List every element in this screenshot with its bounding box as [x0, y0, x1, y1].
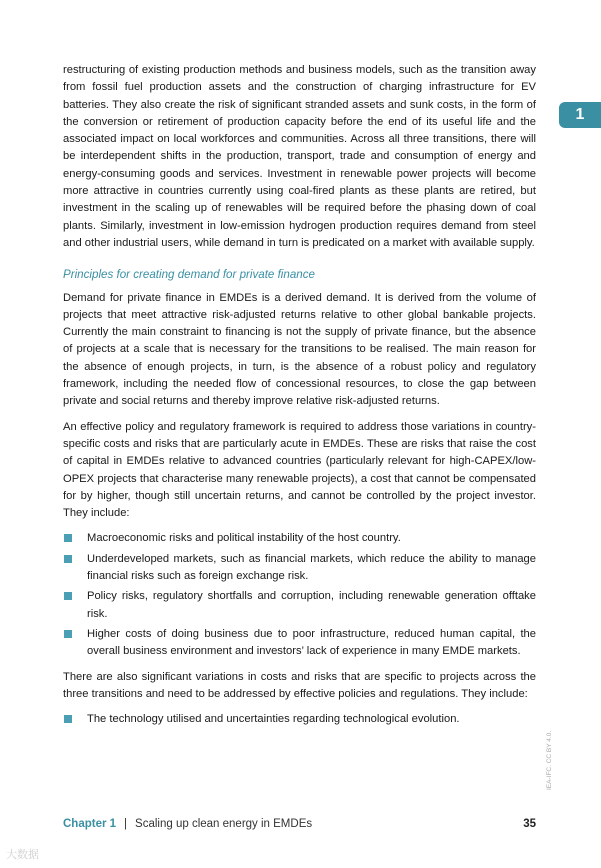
page-number: 35 — [523, 818, 536, 830]
project-risks-list — [63, 711, 536, 728]
chapter-tab: 1 — [559, 102, 601, 128]
page-footer — [63, 818, 536, 830]
paragraph-derived-demand: Demand for private finance in EMDEs is a derived demand. It is derived from the volume of projects that meet attractive risk-adjusted returns relative to other global bankable projects. Currently the main constraint to financing is not the supply of private finance, but the absence of projects at a scale that is necessary for the transitions to be realised. The main reason for the absence of enough projects, in turn, is the absence of a robust policy and regulatory framework, including the needed flow of concessional resources, to close the gap between private and social returns and thereby improve relative risk-adjusted returns. — [63, 291, 536, 408]
list-item: Policy risks, regulatory shortfalls and corruption, including renewable generation offtake risk. — [63, 588, 536, 623]
paragraph-policy-framework: An effective policy and regulatory framework is required to address those variations in country-specific costs and risks that are particularly acute in EMDEs. These are risks that raise the cost of capital in EMDEs relative to advanced countries (particularly relevant for high-CAPEX/low-OPEX projects that characterise many renewable projects), a cost that cannot be compensated for by higher, though still uncertain returns, and cannot be controlled by the project investor. They include: — [63, 420, 536, 520]
section-heading: Principles for creating demand for private finance — [63, 268, 315, 282]
bullet-square-icon — [64, 534, 72, 542]
license-note: IEA-IFC. CC BY 4.0. — [546, 730, 553, 790]
list-item: Macroeconomic risks and political instability of the host country. — [63, 530, 536, 547]
country-risks-list — [63, 530, 536, 660]
footer-chapter: Chapter 1 — [63, 818, 117, 830]
list-item: Underdeveloped markets, such as financial markets, which reduce the ability to manage financial risks such as foreign exchange risk. — [63, 551, 536, 586]
bullet-square-icon — [64, 555, 72, 563]
paragraph-project-risks: There are also significant variations in costs and risks that are specific to projects across the three transitions and need to be addressed by effective policies and regulations. They include: — [63, 670, 536, 700]
bullet-square-icon — [64, 592, 72, 600]
watermark: 大数据 — [6, 849, 39, 861]
bullet-square-icon — [64, 630, 72, 638]
page-body — [63, 62, 536, 736]
paragraph-intro: restructuring of existing production methods and business models, such as the transition away from fossil fuel production assets and the construction of charging infrastructure for EV batteries. They also create the risk of significant stranded assets and sunk costs, in the form of the conversion or retirement of production capacity before the end of its useful life and the associated impact on local workforces and communities. Across all three transitions, there will be interdependent shifts in the production, transport, trade and consumption of energy and energy-consuming goods and services. Investment in renewable power projects will become more attractive in countries currently using coal-fired plants as these plants are retired, but investment in the scaling up of renewables will be required before the phasing down of coal plants. Similarly, investment in low-emission hydrogen production requires demand from steel and other industrial users, while demand in turn is predicated on a market with available supply. — [63, 64, 536, 249]
bullet-square-icon — [64, 715, 72, 723]
footer-separator: | — [124, 818, 128, 830]
footer-title: Scaling up clean energy in EMDEs — [135, 818, 313, 830]
list-item: The technology utilised and uncertainties regarding technological evolution. — [63, 711, 536, 728]
list-item: Higher costs of doing business due to poor infrastructure, reduced human capital, the overall business environment and investors’ lack of experience in many EMDE markets. — [63, 626, 536, 661]
